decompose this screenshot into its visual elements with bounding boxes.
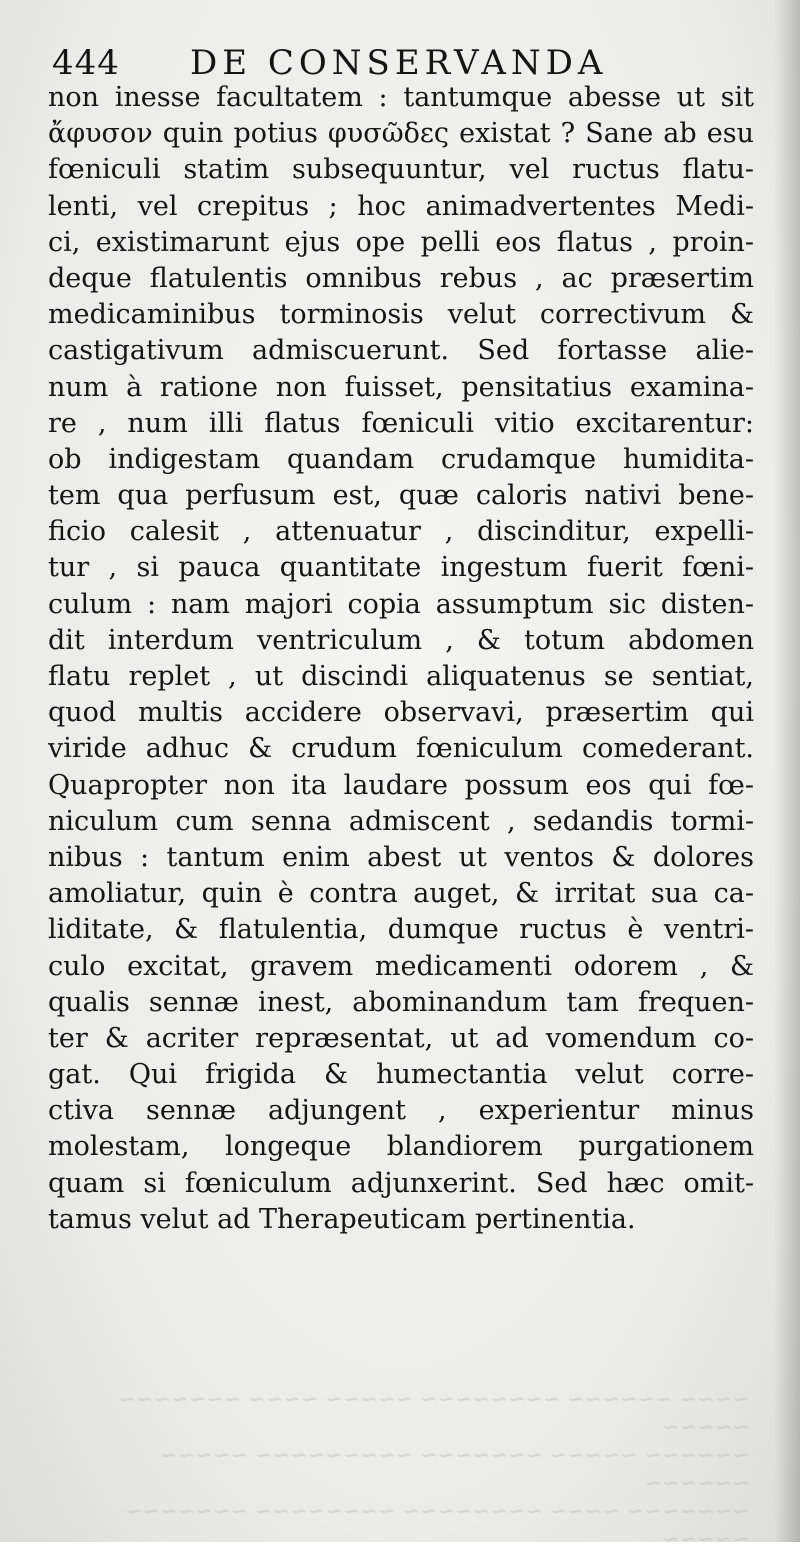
show-through-texture: ~~~~ ~~~~~~ ~~~~~~~~ ~~~~~ ~~~~ ~~~~~~~ ~~~~~ ~~~~~~ ~~~~~ ~~~~~~~ ~~~~~~~~~ ~~~~~ ~~~~~~ ~~~~~~~ ~~~~ ~~~~~~~~ ~~~~~~~~ ~~~~~~~ ~~~~~: [118, 1387, 750, 1551]
text-line: molestam, longeque blandiorem purgationem: [48, 1131, 754, 1163]
text-line: tem qua perfusum est, quæ caloris nativi bene-: [48, 480, 754, 512]
text-line: culo excitat, gravem medicamenti odorem , &: [48, 950, 754, 982]
text-line: medicaminibus torminosis velut correctivum &: [48, 299, 754, 331]
text-line: quam si fœniculum adjunxerint. Sed hæc omit-: [48, 1167, 754, 1199]
text-line: deque flatulentis omnibus rebus , ac præsertim: [48, 262, 754, 294]
text-line: quod multis accidere observavi, præsertim qui: [48, 697, 754, 729]
text-line: amoliatur, quin è contra auget, & irritat sua ca-: [48, 878, 754, 910]
text-line: tamus velut ad Therapeuticam pertinentia.: [48, 1203, 636, 1235]
text-line: ob indigestam quandam crudamque humidita-: [48, 443, 754, 475]
text-line: gat. Qui frigida & humectantia velut corre-: [48, 1059, 754, 1091]
text-line: ctiva sennæ adjungent , experientur minus: [48, 1095, 754, 1127]
body-text: [48, 80, 754, 1238]
text-line: lenti, vel crepitus ; hoc animadvertentes Medi-: [48, 190, 754, 222]
text-line: non inesse facultatem : tantumque abesse ut sit: [48, 82, 754, 113]
text-line: num à ratione non fuisset, pensitatius examina-: [48, 371, 754, 403]
text-line: castigativum admiscuerunt. Sed fortasse alie-: [48, 335, 754, 367]
text-line: re , num illi flatus fœniculi vitio excitarentur:: [48, 407, 754, 439]
text-line: ficio calesit , attenuatur , discinditur, expelli-: [48, 516, 754, 548]
text-line: dit interdum ventriculum , & totum abdomen: [48, 624, 754, 656]
text-line: flatu replet , ut discindi aliquatenus se sentiat,: [48, 661, 754, 692]
text-line: ter & acriter repræsentat, ut ad vomendum co-: [48, 1022, 754, 1054]
text-line: culum : nam majori copia assumptum sic disten-: [48, 588, 754, 620]
running-title: DE CONSERVANDA: [190, 43, 608, 83]
page-edge-shadow: [774, 0, 800, 1542]
text-line: tur , si pauca quantitate ingestum fuerit fœni-: [48, 552, 754, 584]
text-line: niculum cum senna admiscent , sedandis tormi-: [48, 805, 754, 837]
text-line: viride adhuc & crudum fœniculum comederant.: [48, 733, 754, 765]
text-line: qualis sennæ inest, abominandum tam frequen-: [48, 986, 754, 1018]
text-line: nibus : tantum enim abest ut ventos & dolores: [48, 841, 754, 873]
text-line: ἄφυσον quin potius φυσῶδες existat ? Sane ab esu: [48, 118, 754, 150]
page-number: 444: [52, 43, 120, 83]
text-line: ci, existimarunt ejus ope pelli eos flatus , proin-: [48, 226, 754, 258]
text-line: liditate, & flatulentia, dumque ructus è ventri-: [48, 914, 754, 946]
text-line: fœniculi statim subsequuntur, vel ructus flatu-: [48, 154, 754, 186]
text-line: Quapropter non ita laudare possum eos qui fœ-: [48, 769, 754, 801]
